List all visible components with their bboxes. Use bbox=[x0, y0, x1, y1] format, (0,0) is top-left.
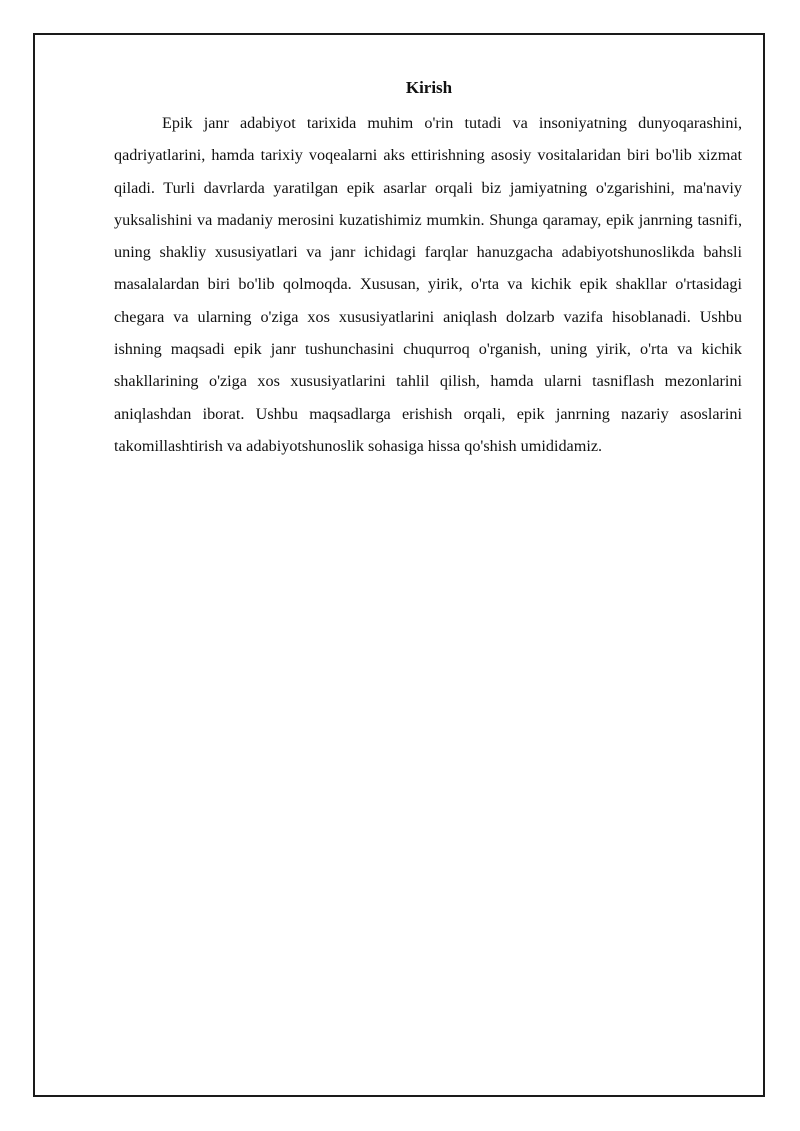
document-body bbox=[114, 75, 742, 462]
intro-paragraph: Epik janr adabiyot tarixida muhim o'rin tutadi va insoniyatning dunyoqarashini, qadriyatlarini, hamda tarixiy voqealarni aks ettirishning asosiy vositalaridan biri bo'lib xizmat qiladi. Turli davrlarda yaratilgan epik asarlar orqali biz jamiyatning o'zgarishini, ma'naviy yuksalishini va madaniy merosini kuzatishimiz mumkin. Shunga qaramay, epik janrning tasnifi, uning shakliy xususiyatlari va janr ichidagi farqlar hanuzgacha adabiyotshunoslikda bahsli masalalardan biri bo'lib qolmoqda. Xususan, yirik, o'rta va kichik epik shakllar o'rtasidagi chegara va ularning o'ziga xos xususiyatlarini aniqlash dolzarb vazifa hisoblanadi. Ushbu ishning maqsadi epik janr tushunchasini chuqurroq o'rganish, uning yirik, o'rta va kichik shakllarining o'ziga xos xususiyatlarini tahlil qilish, hamda ularni tasniflash mezonlarini aniqlashdan iborat. Ushbu maqsadlarga erishish orqali, epik janrning nazariy asoslarini takomillashtirish va adabiyotshunoslik sohasiga hissa qo'shish umididamiz. bbox=[114, 114, 742, 455]
section-title: Kirish bbox=[405, 78, 453, 97]
